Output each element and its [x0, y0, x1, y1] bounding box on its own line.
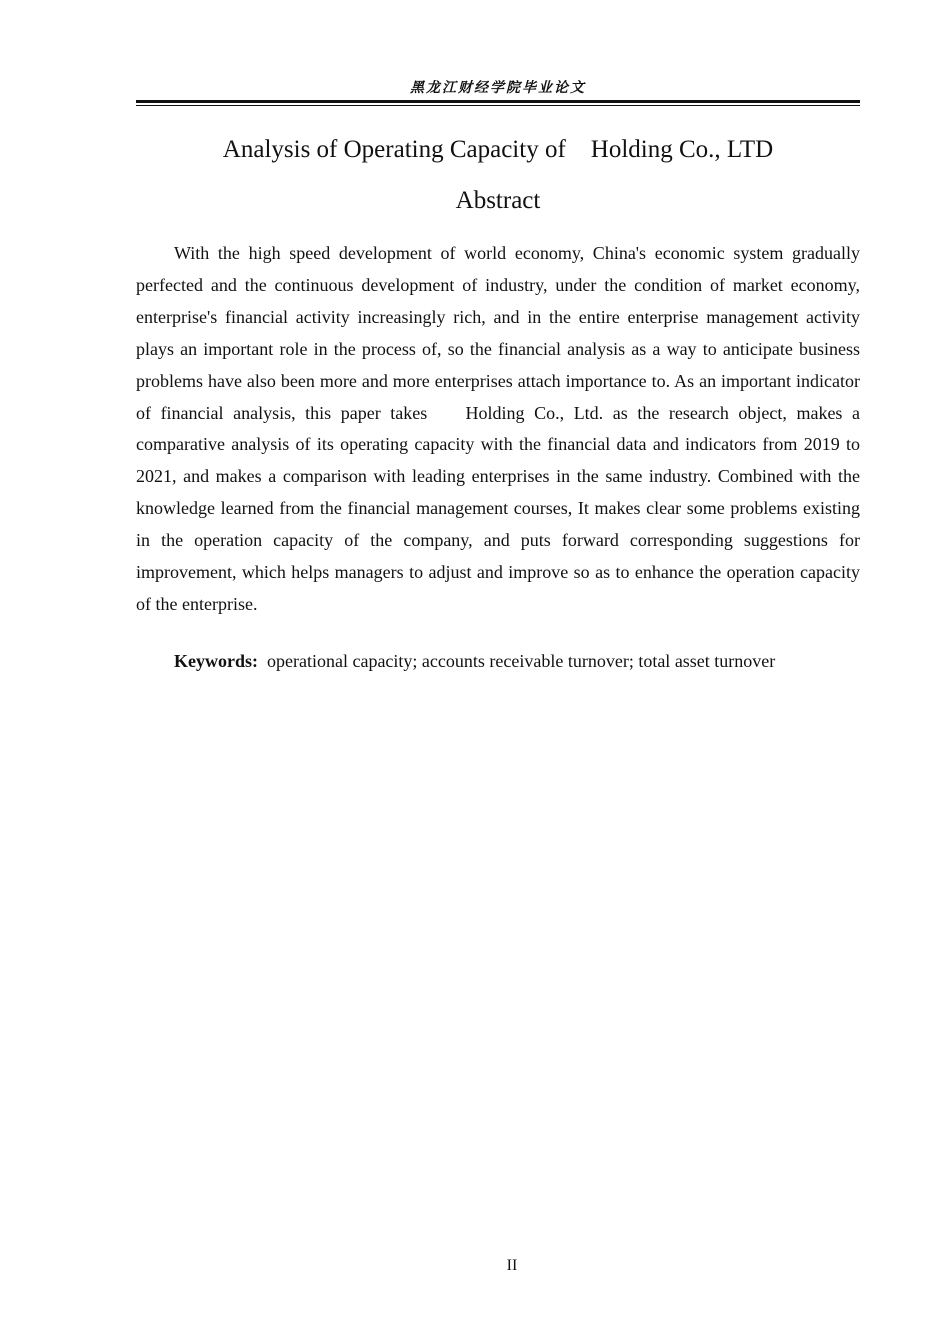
- abstract-heading: Abstract: [455, 187, 541, 214]
- thesis-title: Analysis of Operating Capacity of Holding Co., LTD: [222, 136, 774, 163]
- header-rule-thick: [136, 100, 860, 103]
- keywords-label: Keywords:: [174, 651, 258, 671]
- page-number: II: [506, 1257, 518, 1274]
- abstract-paragraph: With the high speed development of world economy, China's economic system gradually perfected and the continuous development of industry, under the condition of market economy, enterprise's financial activity increasingly rich, and in the entire enterprise management activity plays an important role in the process of, so the financial analysis as a way to anticipate business problems have also been more and more enterprises attach importance to. As an important indicator of financial analysis, this paper takes Holding Co., Ltd. as the research object, makes a comparative analysis of its operating capacity with the financial data and indicators from 2019 to 2021, and makes a comparison with leading enterprises in the same industry. Combined with the knowledge learned from the financial management courses, It makes clear some problems existing in the operation capacity of the company, and puts forward corresponding suggestions for improvement, which helps managers to adjust and improve so as to enhance the operation capacity of the enterprise.: [136, 243, 865, 614]
- running-header: 黑龙江财经学院毕业论文: [410, 80, 586, 96]
- header-rule-thin: [136, 105, 860, 106]
- keywords-line: [174, 645, 860, 677]
- keywords-text: operational capacity; accounts receivable turnover; total asset turnover: [267, 651, 776, 671]
